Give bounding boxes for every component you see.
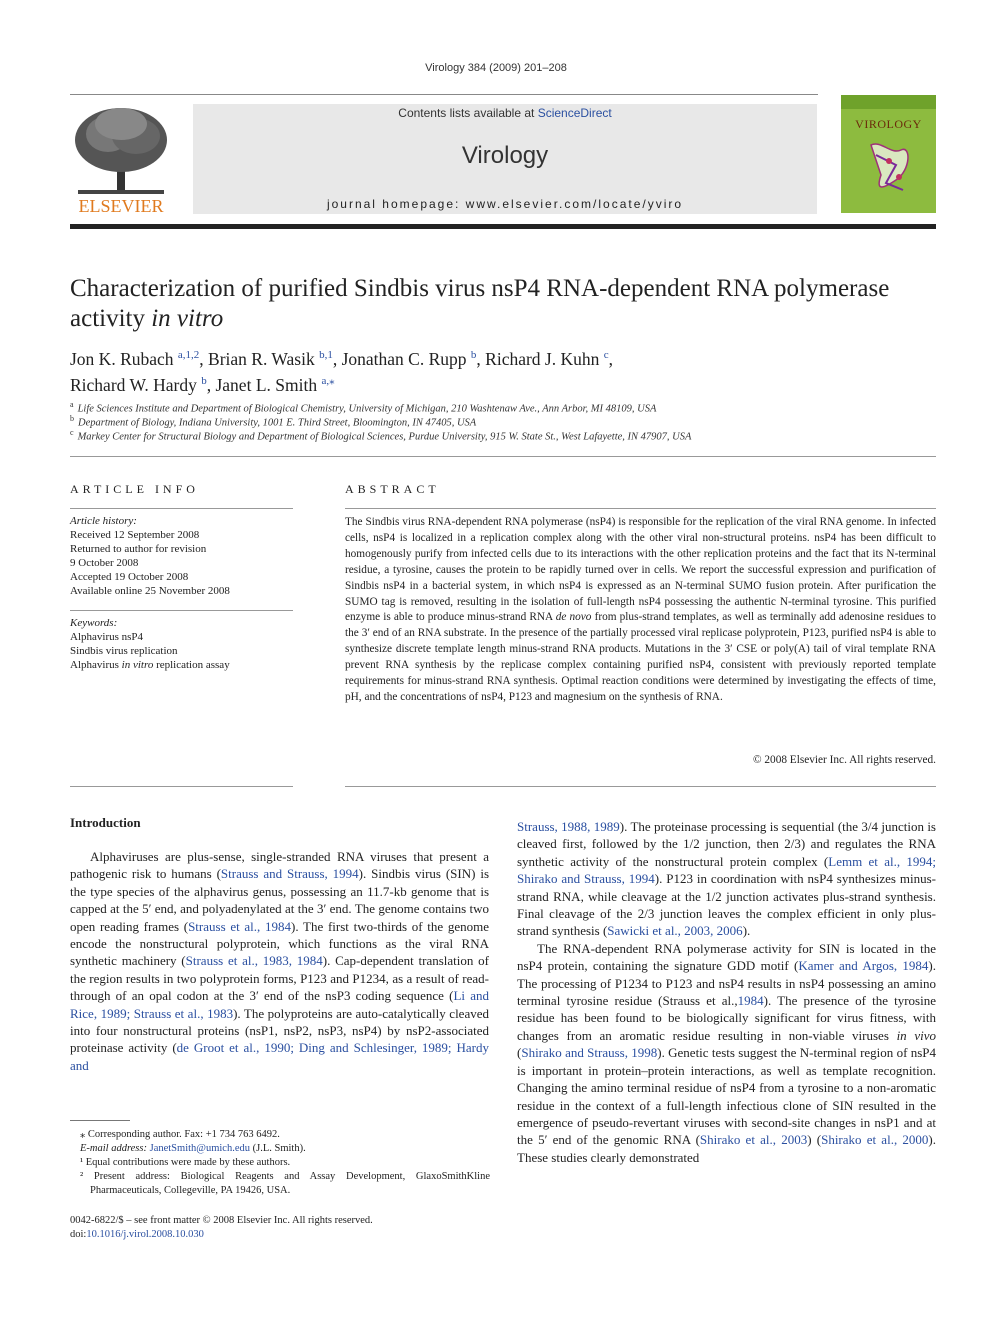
affiliation-text: Markey Center for Structural Biology and Department of Biological Sciences, Purdue University, 915 W. State St., West Lafayette, IN 47907, USA: [77, 431, 692, 443]
header-thick-rule: [70, 224, 936, 229]
text-run: ). Genetic tests suggest the N-terminal region of nsP4 is important in protein–protein interactions, as well as template recognition. Changing the amino terminal residue of nsP4 from a tyrosine to a non-aromatic residue in the context of a full-length infectious clone of SIN resulted in the emergence of pseudo-revertant viruses with second-site changes in nsP1 and at the 5′ end of the genomic RNA (: [517, 1045, 936, 1148]
author-sep: ,: [332, 348, 342, 369]
citation-link[interactable]: Strauss et al., 1984: [188, 918, 291, 934]
affiliation-marker: b: [70, 414, 74, 423]
doi-line: [70, 1228, 490, 1242]
text-run: ). These studies clearly demonstrated: [517, 1132, 936, 1165]
authors-line-1: [70, 344, 936, 370]
cover-art-icon: [841, 95, 936, 213]
abstract-heading: ABSTRACT: [345, 482, 440, 496]
text-run: ). The first two-thirds of the genome encode the nonstructural polyprotein, which functions as the viral RNA synthetic machinery (: [70, 918, 490, 969]
footnote-rule: [70, 1120, 130, 1121]
footnote-1: ¹ Equal contributions were made by these authors.: [80, 1157, 291, 1168]
citation-link[interactable]: Shirako et al., 2003: [699, 1132, 808, 1148]
keyword: Alphavirus nsP4: [70, 631, 144, 643]
author: Jonathan C. Rupp: [341, 348, 471, 369]
abstract-italic: de novo: [555, 611, 592, 624]
footnote-corresponding: ⁎ Corresponding author. Fax: +1 734 763 6492.: [80, 1129, 280, 1140]
text-run: ).: [742, 923, 751, 939]
author-affil-link[interactable]: b: [470, 349, 477, 361]
elsevier-wordmark: ELSEVIER: [78, 196, 164, 216]
citation-link[interactable]: Shirako and Strauss, 1998: [521, 1045, 658, 1061]
journal-citation: Virology 384 (2009) 201–208: [425, 62, 567, 74]
abstract-part: from plus-strand templates, as well as terminally add adenosine residues to the 3′ end of an RNA substrate. In the presence of the partially processed viral replicase polyprotein, P123, purified nsP4 is able to synthesize discrete template length minus-strand RNA products. Mutations in the 3′ CSE or poly(A) tail of viral template RNA prevent RNA synthesis by the replicase complex containing purified nsP4, consistent with previously reported template requirements for minus-strand RNA synthesis. Optimal reaction conditions were determined by investigating the effects of time, pH, and the concentrations of nsP4, P123 and magnesium on the synthesis of RNA.: [345, 611, 937, 703]
citation-link[interactable]: Strauss and Strauss, 1994: [220, 866, 359, 882]
author-affil-link[interactable]: c: [603, 349, 609, 361]
keywords-label: Keywords:: [70, 617, 118, 629]
affiliation-b: [70, 414, 936, 429]
keyword: Sindbis virus replication: [70, 645, 178, 657]
info-rule-mid: [70, 610, 293, 611]
author: Richard J. Kuhn: [485, 348, 604, 369]
title-italic: in vitro: [151, 305, 224, 332]
abstract-part: The Sindbis virus RNA-dependent RNA polymerase (nsP4) is responsible for the replication of the viral RNA genome. In infected cells, nsP4 is localized in a replication complex along with the other viral non-structural proteins. nsP4 has been difficult to homogenously purify from infected cells due to its interactions with the other replication proteins and the fact that its N-terminal residue, a tyrosine, causes the protein to be rapidly turned over in cells. We report the successful expression and purification of Sindbis nsP4 in a bacterial system, in which nsP4 is expressed as an N-terminal SUMO fusion protein. After purification the SUMO tag is removed, resulting in the isolation of full-length nsP4 possessing the authentic N-terminal tyrosine. This purified enzyme is able to produce minus-strand RNA: [345, 516, 936, 624]
text-run: ). Cap-dependent translation of the region results in two polyprotein forms, P123 and P1234, as a result of read-through of an opal codon at the 3′ end of the nsP3 coding sequence (: [70, 953, 489, 1004]
journal-homepage[interactable]: journal homepage: www.elsevier.com/locate/yviro: [326, 197, 684, 211]
affiliation-c: [70, 428, 936, 443]
authors-line-2: [70, 370, 936, 396]
keywords: [70, 616, 293, 672]
abstract-rule-bottom: [345, 786, 936, 787]
author-sep: ,: [199, 348, 209, 369]
keyword-part: Alphavirus: [70, 659, 122, 671]
doi-link[interactable]: 10.1016/j.virol.2008.10.030: [86, 1229, 204, 1240]
body-column-left: [70, 848, 489, 1074]
history-item: 9 October 2008: [70, 557, 139, 569]
text-run: ). The processing of P1234 to P123 and nsP4 results in nsP4 possessing an amino terminal tyrosine residue (Strauss et al.,: [517, 958, 936, 1009]
text-run: The RNA-dependent RNA polymerase activity for SIN is located in the nsP4 protein, containing the signature GDD motif (: [517, 940, 936, 974]
author-sep: ,: [206, 374, 216, 395]
author: Richard W. Hardy: [70, 374, 202, 395]
elsevier-tree-icon: [68, 104, 174, 216]
author-sep: ,: [608, 348, 614, 369]
front-matter: [70, 1214, 490, 1242]
abstract-text: [345, 515, 936, 706]
citation-link[interactable]: Sawicki et al., 2003, 2006: [607, 923, 743, 939]
author-affil-link[interactable]: b,1: [319, 349, 333, 361]
abstract-rule-top: [345, 508, 936, 509]
author-sep: ,: [476, 348, 486, 369]
email-link[interactable]: JanetSmith@umich.edu: [149, 1143, 250, 1154]
affiliation-marker: c: [70, 428, 74, 437]
text-run: ). P123 in coordination with nsP4 synthesizes minus-strand RNA, while cleavage at the 1/2 junction activates plus-strand synthesis. Final cleavage of the 2/3 junction leaves the complex efficient in only plus-strand synthesis (: [517, 871, 936, 939]
history-label: Article history:: [70, 515, 137, 527]
author: Brian R. Wasik: [208, 348, 320, 369]
paragraph: [517, 818, 936, 940]
keyword: [70, 658, 293, 672]
citation-link[interactable]: Shirako et al., 2000: [821, 1132, 929, 1148]
history-item: Returned to author for revision: [70, 543, 207, 555]
info-rule-top: [70, 508, 293, 509]
citation-link[interactable]: Strauss, 1988, 1989: [517, 819, 620, 834]
abstract-copyright: © 2008 Elsevier Inc. All rights reserved.: [752, 754, 936, 766]
author-list: [70, 344, 936, 396]
text-italic: in vivo: [896, 1027, 937, 1043]
text-run: ). The polyproteins are auto-catalytically cleaved into four nonstructural proteins (nsP1, nsP2, nsP3, nsP4) by nsP2-associated proteinase activity (: [70, 1005, 489, 1056]
footnote-2: ² Present address: Biological Reagents and Assay Development, GlaxoSmithKline Pharmaceuticals, Collegeville, PA 19426, USA.: [80, 1171, 490, 1196]
text-run: Alphaviruses are plus-sense, single-stranded RNA viruses that present a pathogenic risk to humans (: [70, 849, 489, 882]
author: Janet L. Smith: [215, 374, 322, 395]
article-history: [70, 514, 293, 598]
journal-name: Virology: [461, 142, 549, 169]
email-label: E-mail address:: [80, 1143, 150, 1154]
doi-label: doi:: [70, 1229, 87, 1240]
email-post: (J.L. Smith).: [249, 1143, 306, 1154]
contents-prefix: Contents lists available at: [398, 106, 538, 120]
citation-link[interactable]: 1984: [737, 993, 764, 1009]
title-main: Characterization of purified Sindbis virus nsP4 RNA-dependent RNA polymerase activity: [70, 275, 890, 332]
info-rule-bottom: [70, 786, 293, 787]
author-affil-link[interactable]: a,⁎: [321, 374, 335, 387]
citation-link[interactable]: Strauss et al., 1983, 1984: [185, 953, 323, 969]
text-run: ). The proteinase processing is sequential (the 3/4 junction is cleaved first, followed by the 1/2 junction, then 2/3) and regulates the RNA synthetic activity of the nonstructural protein complex (: [517, 819, 936, 869]
author: Jon K. Rubach: [70, 348, 178, 369]
top-rule: [70, 94, 818, 95]
affiliation-text: Department of Biology, Indiana University, 1001 E. Third Street, Bloomington, IN 47405, USA: [78, 417, 477, 429]
cover-title: VIROLOGY: [855, 117, 922, 131]
citation-link[interactable]: Li and Rice, 1989; Strauss et al., 1983: [70, 988, 489, 1021]
affiliation-text: Life Sciences Institute and Department of Biological Chemistry, University of Michigan, 210 Washtenaw Ave., Ann Arbor, MI 48109, USA: [77, 403, 657, 415]
footnote-email: [70, 1142, 490, 1156]
text-run: ) (: [807, 1132, 822, 1148]
contents-line: [193, 106, 817, 120]
footnotes: [70, 1128, 490, 1198]
history-item: Available online 25 November 2008: [70, 585, 230, 597]
article-info-heading: ARTICLE INFO: [70, 482, 199, 496]
paragraph: [517, 940, 936, 1166]
citation-link[interactable]: de Groot et al., 1990; Ding and Schlesinger, 1989; Hardy and: [70, 1040, 489, 1073]
affiliation-marker: a: [70, 400, 74, 409]
section-rule: [70, 456, 936, 457]
front-matter-line: 0042-6822/$ – see front matter © 2008 Elsevier Inc. All rights reserved.: [70, 1215, 373, 1226]
body-column-right: [517, 818, 936, 1166]
history-item: Received 12 September 2008: [70, 529, 200, 541]
elsevier-logo[interactable]: [68, 104, 174, 216]
author-affil-link[interactable]: b: [201, 374, 207, 387]
journal-cover-thumbnail[interactable]: [841, 95, 936, 213]
text-run: ). The presence of the tyrosine residue has been found to be biologically significant for virus fitness, with changes from an aromatic residue resulting in non-viable viruses: [517, 993, 936, 1043]
text-run: (: [517, 1045, 522, 1061]
keyword-italic: in vitro: [121, 659, 154, 671]
text-run: ). Sindbis virus (SIN) is the type species of the alphavirus genus, possessing an 11.7-kb genome that is capped at the 5′ end, and polyadenylated at the 3′ end. The genome contains two open reading frames (: [70, 866, 490, 934]
article-title: [70, 274, 936, 334]
paragraph: [70, 848, 489, 1074]
citation-link[interactable]: Kamer and Argos, 1984: [798, 958, 929, 974]
author-affil-link[interactable]: a,1,2: [177, 349, 200, 361]
citation-link[interactable]: Lemm et al., 1994; Shirako and Strauss, 1994: [517, 853, 936, 887]
keyword-part: replication assay: [153, 659, 230, 671]
history-item: Accepted 19 October 2008: [70, 571, 189, 583]
sciencedirect-link[interactable]: ScienceDirect: [537, 106, 612, 120]
affiliation-a: [70, 400, 936, 415]
introduction-heading: Introduction: [70, 815, 141, 830]
